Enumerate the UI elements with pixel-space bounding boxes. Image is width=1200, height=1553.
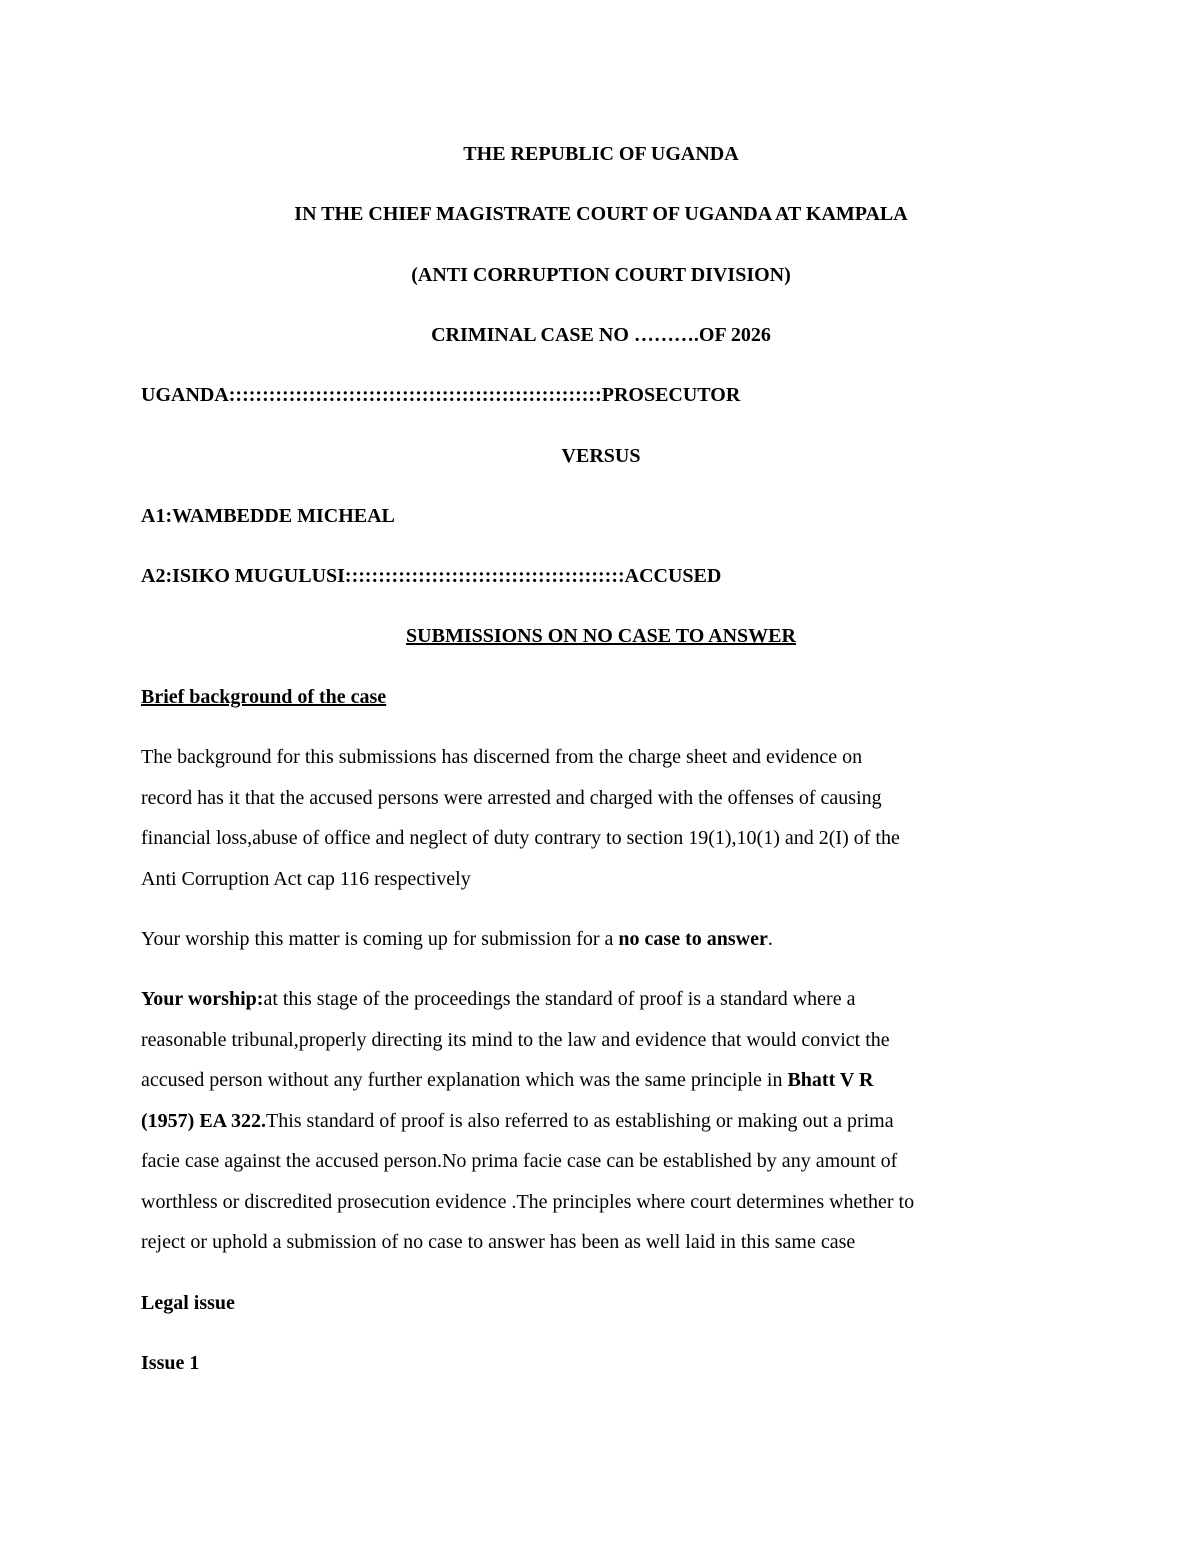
background-line: record has it that the accused persons were arrested and charged with the offenses of causing — [141, 786, 882, 809]
legal-issue-heading: Legal issue — [141, 1292, 235, 1314]
background-paragraph — [141, 737, 1061, 899]
worship-text: Your worship this matter is coming up for submission for a — [141, 928, 619, 950]
standard-line7: reject or uphold a submission of no case to answer has been as well laid in this same case — [141, 1231, 856, 1253]
background-line: financial loss,abuse of office and neglect of duty contrary to section 19(1),10(1) and 2(I) of the — [141, 827, 900, 849]
versus-label: VERSUS — [561, 445, 641, 467]
standard-line4: This standard of proof is also referred to as establishing or making out a prima — [266, 1109, 894, 1132]
accused-a1: A1:WAMBEDDE MICHEAL — [141, 505, 395, 527]
court-heading: IN THE CHIEF MAGISTRATE COURT OF UGANDA AT KAMPALA — [294, 203, 908, 225]
republic-heading: THE REPUBLIC OF UGANDA — [463, 143, 739, 165]
division-heading: (ANTI CORRUPTION COURT DIVISION) — [411, 264, 791, 286]
case-citation: Bhatt V R — [787, 1069, 874, 1091]
standard-line2: reasonable tribunal,properly directing its mind to the law and evidence that would convict the — [141, 1028, 890, 1051]
worship-end: . — [767, 928, 773, 950]
worship-paragraph — [141, 919, 1061, 960]
document-title: SUBMISSIONS ON NO CASE TO ANSWER — [406, 625, 796, 647]
standard-line1: at this stage of the proceedings the standard of proof is a standard where a — [263, 988, 856, 1010]
case-number: CRIMINAL CASE NO ……….OF 2026 — [431, 324, 771, 346]
worship-bold: no case to answer — [618, 928, 768, 950]
accused-a2: A2:ISIKO MUGULUSI::::::::::::::::::::::::::::::::::::::::::ACCUSED — [141, 565, 722, 587]
standard-line6: worthless or discredited prosecution evidence .The principles where court determines whether to — [141, 1190, 915, 1213]
standard-lead: Your worship: — [141, 988, 264, 1010]
case-citation-year: (1957) EA 322. — [141, 1109, 266, 1132]
section-heading-background: Brief background of the case — [141, 686, 387, 708]
standard-line3: accused person without any further explanation which was the same principle in — [141, 1069, 788, 1091]
standard-paragraph — [141, 979, 1061, 1263]
background-line: Anti Corruption Act cap 116 respectively — [141, 867, 471, 890]
background-line: The background for this submissions has discerned from the charge sheet and evidence on — [141, 746, 863, 768]
standard-line5: facie case against the accused person.No prima facie case can be established by any amount of — [141, 1150, 898, 1172]
prosecution-party: UGANDA::::::::::::::::::::::::::::::::::::::::::::::::::::::::PROSECUTOR — [141, 384, 741, 406]
issue-1-heading: Issue 1 — [141, 1352, 200, 1374]
